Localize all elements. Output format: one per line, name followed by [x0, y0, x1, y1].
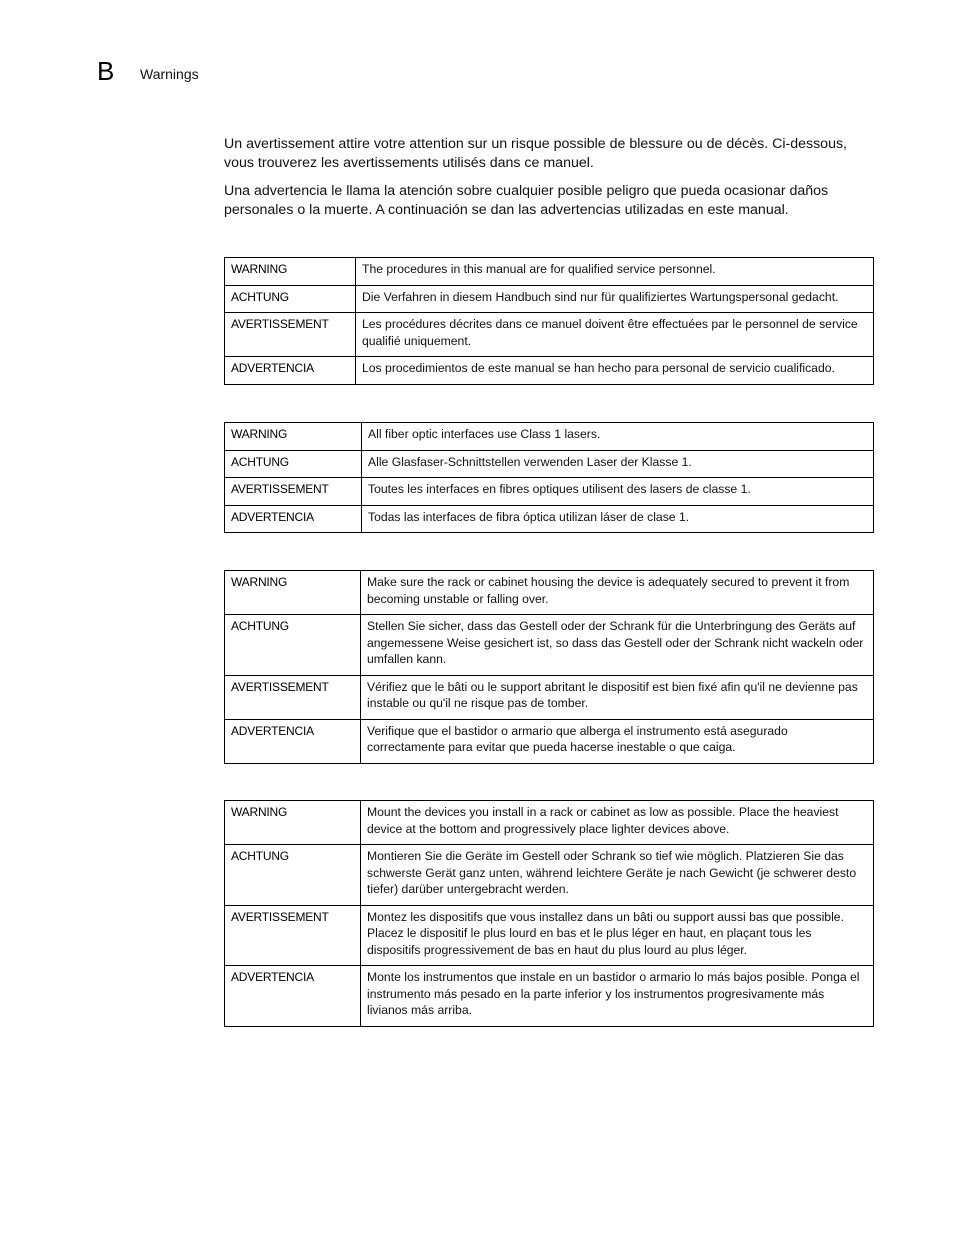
- language-label: AVERTISSEMENT: [225, 313, 356, 357]
- table-row: [225, 845, 874, 906]
- language-label: ADVERTENCIA: [225, 357, 356, 385]
- warning-text: Los procedimientos de este manual se han hecho para personal de servicio cualificado.: [356, 357, 874, 385]
- language-label: AVERTISSEMENT: [225, 905, 361, 966]
- table-row: [225, 285, 874, 313]
- table-row: [225, 966, 874, 1027]
- table-row: [225, 505, 874, 533]
- table-row: [225, 450, 874, 478]
- language-label: WARNING: [225, 801, 361, 845]
- chapter-title: Warnings: [140, 66, 199, 82]
- warning-table-rack-secured: [224, 570, 874, 764]
- language-label: ACHTUNG: [225, 450, 362, 478]
- intro-french: Un avertissement attire votre attention sur un risque possible de blessure ou de décès. Ci-dessous, vous trouverez les avertissements utilisés dans ce manuel.: [224, 136, 848, 171]
- warning-text: Make sure the rack or cabinet housing the device is adequately secured to prevent it from becoming unstable or falling over.: [361, 571, 874, 615]
- warning-text: Stellen Sie sicher, dass das Gestell oder der Schrank für die Unterbringung des Geräts auf angemessene Weise gesichert ist, so dass das Gestell oder der Schrank nicht wackeln oder umfallen kann.: [361, 615, 874, 676]
- chapter-letter: B: [97, 56, 115, 86]
- language-label: WARNING: [225, 258, 356, 286]
- warning-text: All fiber optic interfaces use Class 1 lasers.: [362, 423, 874, 451]
- warning-text: Mount the devices you install in a rack or cabinet as low as possible. Place the heaviest device at the bottom and progressively place lighter devices above.: [361, 801, 874, 845]
- language-label: ACHTUNG: [225, 845, 361, 906]
- warning-text: Monte los instrumentos que instale en un bastidor o armario lo más bajos posible. Ponga el instrumento más pesado en la parte inferior y los instrumentos progresivamente más livianos más arriba.: [361, 966, 874, 1027]
- table-row: [225, 675, 874, 719]
- table-row: [225, 478, 874, 506]
- table-row: [225, 719, 874, 763]
- language-label: ACHTUNG: [225, 285, 356, 313]
- language-label: WARNING: [225, 423, 362, 451]
- warning-text: Les procédures décrites dans ce manuel doivent être effectuées par le personnel de service qualifié uniquement.: [356, 313, 874, 357]
- language-label: AVERTISSEMENT: [225, 675, 361, 719]
- warning-text: Montieren Sie die Geräte im Gestell oder Schrank so tief wie möglich. Platzieren Sie das schwerste Gerät ganz unten, während leichtere Geräte je nach Gewicht (je schwerer desto tiefer) darüber untergebracht werden.: [361, 845, 874, 906]
- intro-spanish: Una advertencia le llama la atención sobre cualquier posible peligro que pueda ocasionar daños personales o la muerte. A continuación se dan las advertencias utilizadas en este manual.: [224, 183, 829, 218]
- language-label: ADVERTENCIA: [225, 719, 361, 763]
- warning-table-class1-lasers: [224, 422, 874, 533]
- warning-text: Die Verfahren in diesem Handbuch sind nur für qualifiziertes Wartungspersonal gedacht.: [356, 285, 874, 313]
- table-row: [225, 423, 874, 451]
- table-row: [225, 258, 874, 286]
- warning-text: Todas las interfaces de fibra óptica utilizan láser de clase 1.: [362, 505, 874, 533]
- warning-text: Verifique que el bastidor o armario que alberga el instrumento está asegurado correctamente para evitar que pueda hacerse inestable o que caiga.: [361, 719, 874, 763]
- warning-table-mount-low: [224, 800, 874, 1027]
- language-label: ACHTUNG: [225, 615, 361, 676]
- table-row: [225, 313, 874, 357]
- language-label: WARNING: [225, 571, 361, 615]
- table-row: [225, 571, 874, 615]
- table-row: [225, 905, 874, 966]
- warning-table-qualified-personnel: [224, 257, 874, 385]
- warning-text: The procedures in this manual are for qualified service personnel.: [356, 258, 874, 286]
- warning-text: Vérifiez que le bâti ou le support abritant le dispositif est bien fixé afin qu'il ne devienne pas instable ou qu'il ne risque pas de tomber.: [361, 675, 874, 719]
- language-label: AVERTISSEMENT: [225, 478, 362, 506]
- warning-text: Alle Glasfaser-Schnittstellen verwenden Laser der Klasse 1.: [362, 450, 874, 478]
- language-label: ADVERTENCIA: [225, 966, 361, 1027]
- warning-text: Montez les dispositifs que vous installez dans un bâti ou support aussi bas que possible. Placez le dispositif le plus lourd en bas et le plus léger en haut, en plaçant tous les dispositifs progressivement de bas en haut du plus lourd au plus léger.: [361, 905, 874, 966]
- table-row: [225, 801, 874, 845]
- language-label: ADVERTENCIA: [225, 505, 362, 533]
- warning-text: Toutes les interfaces en fibres optiques utilisent des lasers de classe 1.: [362, 478, 874, 506]
- table-row: [225, 615, 874, 676]
- table-row: [225, 357, 874, 385]
